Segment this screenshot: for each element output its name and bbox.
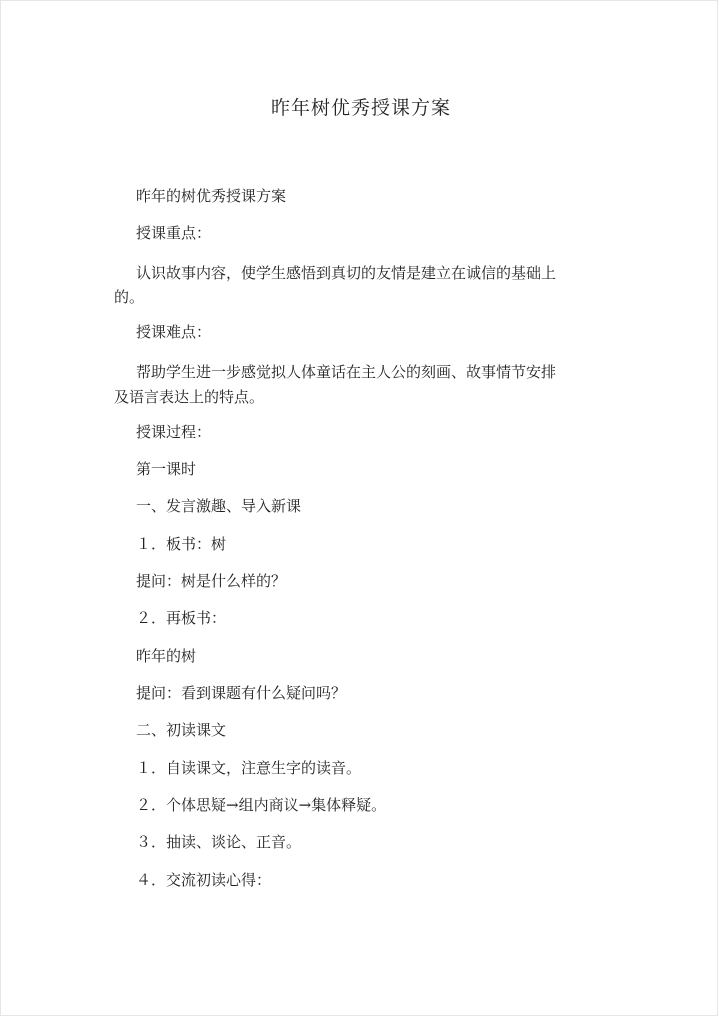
paragraph-read-step-4: ４．交流初读心得： [136,871,272,889]
paragraph-question-1: 提问：树是什么样的？ [136,572,287,590]
document-title: 昨年树优秀授课方案 [270,97,451,119]
paragraph-section-two: 二、初读课文 [136,721,227,739]
paragraph-step-2: ２．再板书： [136,609,227,627]
paragraph-key-points-line2: 的。 [114,288,145,306]
paragraph-section-one: 一、发言激趣、导入新课 [136,497,302,515]
paragraph-difficulties-heading: 授课难点： [136,323,212,341]
paragraph-difficulties-line1: 帮助学生进一步感觉拟人体童话在主人公的刻画、故事情节安排 [136,363,557,381]
paragraph-key-points-line1: 认识故事内容，使学生感悟到真切的友情是建立在诚信的基础上 [136,264,557,282]
paragraph-read-step-1: １．自读课文，注意生字的读音。 [136,759,362,777]
paragraph-question-2: 提问：看到课题有什么疑问吗？ [136,684,347,702]
paragraph-key-points-heading: 授课重点： [136,224,212,242]
paragraph-difficulties-line2: 及语言表达上的特点。 [114,388,265,406]
paragraph-subtitle: 昨年的树优秀授课方案 [136,187,287,205]
paragraph-step-1: １．板书：树 [136,535,227,553]
paragraph-read-step-2: ２．个体思疑→组内商议→集体释疑。 [136,796,387,814]
paragraph-read-step-3: ３．抽读、谈论、正音。 [136,833,302,851]
paragraph-lesson-one: 第一课时 [136,460,197,478]
paragraph-process-heading: 授课过程： [136,423,212,441]
paragraph-board-title: 昨年的树 [136,647,197,665]
